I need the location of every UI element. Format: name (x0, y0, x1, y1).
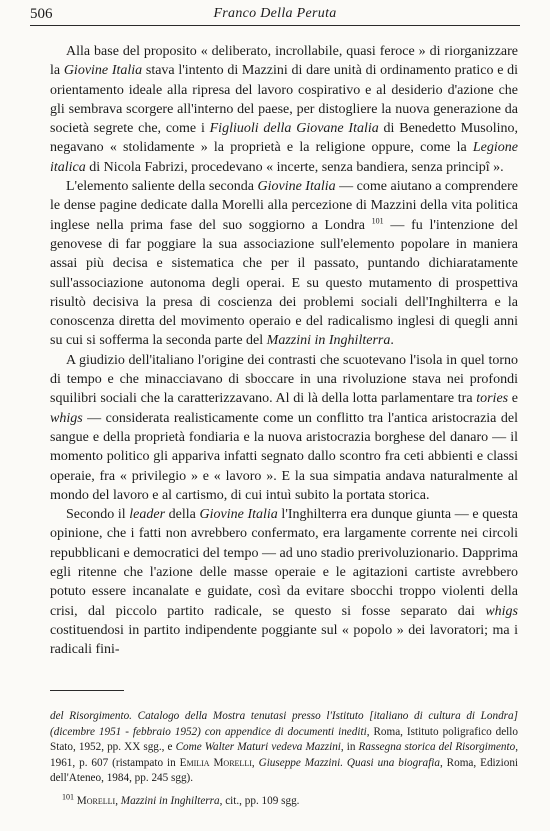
text-run: , in (340, 741, 359, 754)
running-head: Franco Della Peruta (213, 6, 337, 21)
text-run: — come aiutano a comprendere le dense pagine dedicate dalla Morelli alla percezione di Mazzini della vita politica inglese nella prima fase del suo soggiorno a Londra (50, 179, 518, 233)
note-ref: 101 (62, 792, 74, 802)
text-run: , Roma, Edizioni dell'Ateneo, 1984, pp. 245 sgg). (50, 756, 519, 785)
note-ref: 101 (371, 216, 384, 226)
text-run: whigs (485, 603, 518, 619)
text-run: , (115, 794, 121, 807)
header-rule (30, 25, 520, 26)
text-run: della (165, 507, 200, 523)
footnote-separator (50, 690, 124, 691)
text-run: Legione italica (50, 140, 518, 175)
text-run: — fu l'intenzione del genovese di far poggiare la sua associazione sull'elemento popolare in maniera assai più decisa e sistematica che per il passato, puntando dichiaratamente sull'associazione autonoma degli operai. E su questo mutamento di prospettiva risultò decisiva la presa di coscienza dei problemi sociali dell'Inghilterra e la conoscenza diretta del movimento operaio e del radicalismo inglesi di quegli anni su cui si sofferma la seconda parte del (50, 217, 518, 349)
text-run: Come Walter Maturi vedeva Mazzini (175, 741, 341, 754)
text-run: , 1961, p. 607 (ristampato in (50, 741, 519, 769)
footnotes (50, 709, 518, 810)
paragraph (50, 505, 518, 659)
text-run: di Nicola Fabrizi, procedevano « incerte, senza bandiera, senza principî ». (85, 159, 504, 175)
text-run: del Risorgimento. Catalogo della Mostra tenutasi presso l'Istituto [italiano di cultura di Londra] (dicembre 1951 - febbraio 1952) con appendice di documenti inediti (50, 710, 518, 738)
text-run: tories (476, 391, 509, 407)
text-run: , (251, 756, 259, 769)
text-run: Mazzini in Inghilterra (266, 333, 391, 349)
paragraph (50, 177, 518, 351)
text-run: Giovine Italia (63, 63, 143, 79)
page-header (30, 4, 520, 26)
page-number: 506 (30, 6, 53, 22)
text-run: Giovine Italia (257, 179, 336, 195)
text-run: . (390, 333, 394, 349)
text-run: Giovine Italia (199, 507, 278, 523)
text-run: , Roma, Istituto poligrafico dello Stato, 1952, pp. XX sgg., e (50, 725, 518, 754)
text-run: whigs (50, 410, 83, 426)
text-run: Giuseppe Mazzini. Quasi una biografia (258, 756, 440, 769)
text-run: — considerata realisticamente come un conflitto tra l'antica aristocrazia del sangue e della proprietà fondiaria e la nuova aristocrazia borghese del danaro — il momento politico gli appariva infatti segnato dallo scontro fra ceti abbienti e classi operaie, fra « privilegio » e « lavoro ». E la sua simpatia andava naturalmente al mondo del lavoro e al cartismo, di cui intuì subito la portata storica. (50, 410, 518, 503)
text-run: Morelli (76, 794, 116, 807)
paragraph (50, 42, 518, 177)
text-run: Figliuoli della Giovane Italia (209, 121, 379, 137)
text-run: costituendosi in partito indipendente poggiante sul « popolo » dei lavoratori; ma i radicali fini- (50, 622, 518, 658)
footnote (50, 794, 518, 810)
text-run: stava l'intento di Mazzini di dare unità di ordinamento pratico e di orientamento ideale alla ripresa del lavoro cospirativo e al desiderio d'azione che gli sembrava scorgere all'interno del paese, per distogliere la nuova generazione da società segrete che, come i (50, 63, 518, 137)
text-run: Emilia Morelli (179, 756, 252, 769)
text-run: A giudizio dell'italiano l'origine dei contrasti che scuotevano l'isola in quel torno di tempo e che minacciavano di sboccare in una rivoluzione stava nei profondi squilibri sociali che la caratterizzavano. Al di là della lotta parlamentare tra (50, 352, 518, 407)
text-run: Alla base del proposito « deliberato, incrollabile, quasi feroce » di riorganizzare la (50, 44, 518, 79)
text-run: leader (129, 507, 166, 523)
text-run: L'elemento saliente della seconda (66, 179, 258, 195)
text-run: , cit., pp. 109 sgg. (219, 794, 300, 807)
paragraph (50, 351, 518, 505)
text-run: Secondo il (66, 507, 130, 523)
text-run: di Benedetto Musolino, negavano « stolidamente » la proprietà e la religione oppure, come la (50, 121, 518, 156)
text-run: e (508, 391, 518, 407)
footnote (50, 709, 518, 787)
text-run: l'Inghilterra era dunque giunta — e questa opinione, che i fatti non avrebbero confermato, era largamente corrente nei circoli repubblicani e democratici del tempo — ad uno stadio prerivoluzionario. Dapprima egli ritenne che l'azione delle masse operaie e le agitazioni cartiste avrebbero potuto essere incanalate e guidate, così da evitare sbocchi troppo violenti della crisi, dal piccolo partito radicale, se questo si fosse separato dai (50, 507, 518, 619)
body-text (50, 42, 518, 660)
text-run: Rassegna storica del Risorgimento (358, 741, 516, 754)
text-run: Mazzini in Inghilterra (120, 794, 220, 807)
